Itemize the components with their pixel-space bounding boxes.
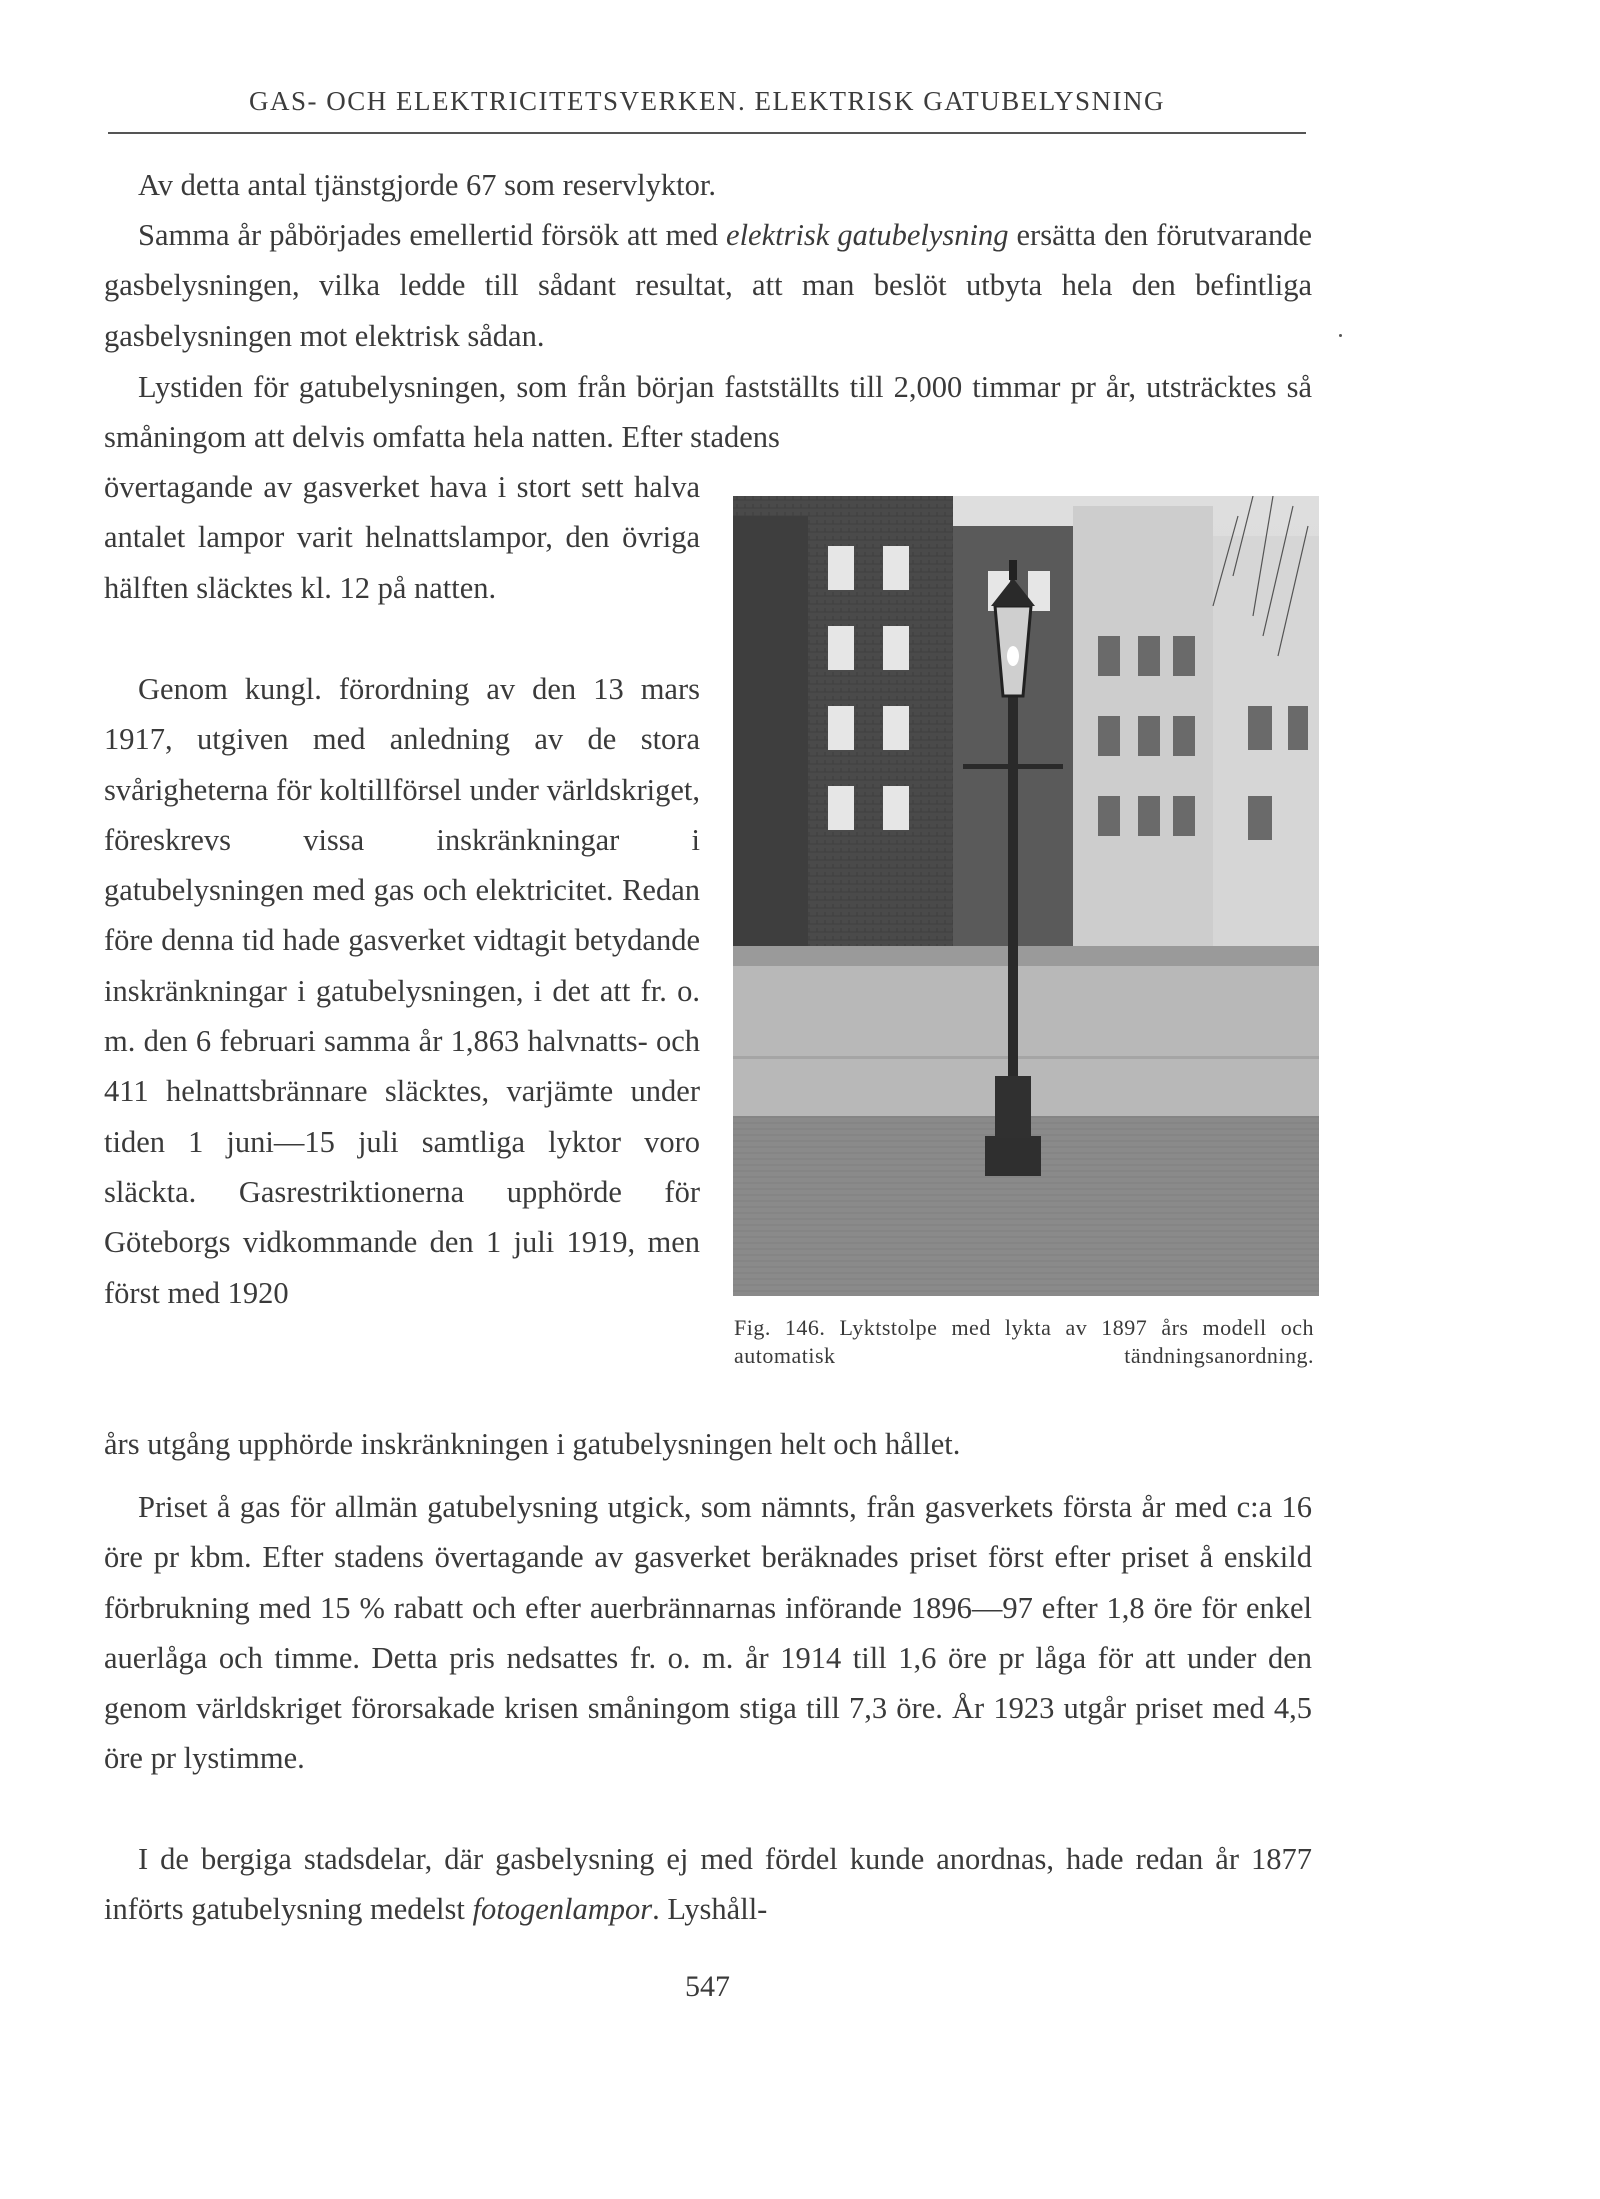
paragraph-electric-lighting: Samma år påbörjades emellertid försök att med elektrisk gatubelysning ersätta den förutvarande gasbelysningen, vilka ledde till sådant resultat, att man beslöt utbyta hela den befintliga gasbelysningen mot elektrisk sådan. bbox=[104, 218, 1312, 353]
paragraph-reserve-lamps: Av detta antal tjänstgjorde 67 som reservlyktor. bbox=[138, 168, 716, 202]
paragraph-kerosene-lamps: I de bergiga stadsdelar, där gasbelysning ej med fördel kunde anordnas, hade redan år 1877 införts gatubelysning medelst fotogenlampor. Lyshåll- bbox=[104, 1842, 1312, 1927]
lamp-post-photograph bbox=[733, 496, 1319, 1296]
page-number: 547 bbox=[685, 1970, 730, 2003]
paragraph-night-lamps: övertagande av gasverket hava i stort sett halva antalet lampor varit helnattslampor, den övriga hälften släcktes kl. 12 på natten. bbox=[104, 470, 700, 605]
paragraph-restrictions: Genom kungl. förordning av den 13 mars 1917, utgiven med anledning av de stora svårigheterna för koltillförsel under världskriget, föreskrevs vissa inskränkningar i gatubelysningen med gas och elektricitet. Redan före denna tid hade gasverket vidtagit betydande inskränkningar i gatubelysningen, i det att fr. o. m. den 6 februari samma år 1,863 halvnatts- och 411 helnattsbrännare släcktes, varjämte under tiden 1 juni—15 juli samtliga lyktor voro släckta. Gasrestriktionerna upphörde för Göteborgs vidkommande den 1 juli 1919, men först med 1920 bbox=[104, 672, 700, 1310]
emphasis-electric-lighting: elektrisk gatubelysning bbox=[726, 218, 1009, 252]
margin-dot bbox=[1339, 334, 1342, 337]
running-header: GAS- OCH ELEKTRICITETSVERKEN. ELEKTRISK GATUBELYSNING bbox=[249, 86, 1165, 116]
paragraph-gas-price: Priset å gas för allmän gatubelysning utgick, som nämnts, från gasverkets första år med c:a 16 öre pr kbm. Efter stadens övertagande av gasverket beräknades priset först efter priset å enskild förbrukning med 15 % rabatt och efter auerbrännarnas införande 1896—97 efter 1,8 öre för enkel auerlåga och timme. Detta pris nedsattes fr. o. m. år 1914 till 1,6 öre pr låga för att under den genom världskriget förorsakade krisen småningom stiga till 7,3 öre. År 1923 utgår priset med 4,5 öre pr lystimme. bbox=[104, 1490, 1312, 1776]
paragraph-lighting-hours: Lystiden för gatubelysningen, som från början fastställts till 2,000 timmar pr år, utsträcktes så småningom att delvis omfatta hela natten. Efter stadens bbox=[104, 370, 1312, 455]
emphasis-kerosene-lamps: fotogenlampor bbox=[472, 1892, 653, 1927]
paragraph-restrictions-end: års utgång upphörde inskränkningen i gatubelysningen helt och hållet. bbox=[104, 1427, 961, 1461]
figure-caption: Fig. 146. Lyktstolpe med lykta av 1897 års modell och automatisk tändningsanordning. bbox=[734, 1315, 1314, 1368]
header-rule bbox=[108, 132, 1306, 134]
